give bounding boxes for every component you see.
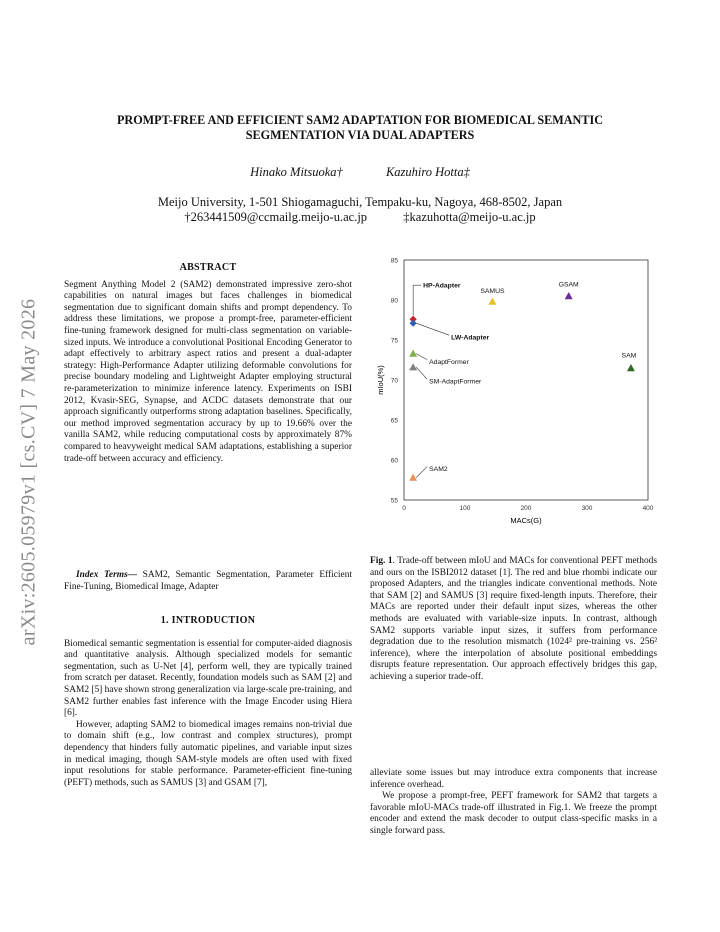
triangle-marker-sam2 [409,474,417,481]
point-label-gsam: GSAM [558,281,579,289]
x-tick-label: 0 [402,505,406,512]
triangle-marker-gsam [565,292,573,299]
affiliation: Meijo University, 1-501 Shiogamaguchi, Tempaku-ku, Nagoya, 468-8502, Japan [157,195,563,209]
leader-line [416,354,427,360]
abstract-heading: ABSTRACT [179,262,237,273]
y-tick-label: 85 [390,257,398,265]
caption-text: . Trade-off between mIoU and MACs for conventional PEFT methods and ours on the ISBI2012 dataset [1]. The red and blue rhombi indicate our proposed Adapters, and the triangles indicate conventional methods. Note that SAM [2] and SAMUS [3] require fixed-length inputs. Therefore, their MACs are reported under their default input sizes, whereas the other methods are evaluated with variable-size inputs. In contrast, although SAM2 supports variable input sizes, it suffers from performance degradation due to the resolution mismatch (1024² pre-training vs. 256² inference), where the interpolation of absolute positional embeddings disrupts feature representation. Our approach effectively bridges this gap, achieving a superior trade-off. [370,556,657,682]
leader-line [416,323,449,335]
caption-label: Fig. 1 [370,556,393,566]
leader-line [413,285,421,315]
triangle-marker-sam [627,364,635,371]
author-list [64,165,656,180]
y-tick-label: 65 [390,417,398,425]
scatter-plot [362,254,658,536]
author-name: Kazuhiro Hotta‡ [385,165,470,179]
x-tick-label: 300 [581,505,593,512]
author-email: †263441509@ccmailg.meijo-u.ac.jp [184,210,368,224]
right-column-text [370,768,657,838]
triangle-marker-adaptformer [409,350,417,357]
point-label-sm-adaptformer: SM-AdaptFormer [429,378,482,386]
point-label-lw-adapter: LW-Adapter [451,334,490,342]
leader-line [416,367,427,379]
index-terms-text: SAM2, Semantic Segmentation, Parameter Efficient Fine-Tuning, Biomedical Image, Adapter [64,570,352,592]
point-label-hp-adapter: HP-Adapter [423,282,461,290]
y-tick-label: 75 [390,337,398,345]
figure-1-caption [370,556,657,684]
point-label-sam2: SAM2 [429,466,448,474]
intro-paragraph: However, adapting SAM2 to biomedical images remains non-trivial due to domain shift (e.g., low contrast and complex structures), prompt dependency that hinders fully automatic pipelines, and variable input sizes in medical imaging, though SAM-style models are often used with fixed input resolutions for stable performance. Parameter-efficient fine-tuning (PEFT) methods, such as SAMUS [3] and GSAM [7], [64,719,352,788]
y-tick-label: 80 [390,297,398,305]
index-terms [64,570,352,593]
body-paragraph: We propose a prompt-free, PEFT framework for SAM2 that targets a favorable mIoU-MACs trade-off illustrated in Fig.1. We freeze the prompt encoder and extend the mask decoder to output class-specific masks in a single forward pass. [370,791,657,836]
intro-paragraph: Biomedical semantic segmentation is essential for computer-aided diagnosis and quantitative analysis. Although specialized models for semantic segmentation, such as U-Net [4], perform well, they are typically trained from scratch per dataset. Recently, foundation models such as SAM [2] and SAM2 [5] have shown strong generalization via large-scale pre-training, and SAM2 further enables fast inference with the Image Encoder using Hiera [6]. [64,638,352,719]
x-axis-label: MACs(G) [510,516,542,525]
y-tick-label: 55 [390,497,398,505]
arxiv-stamp: arXiv:2605.05979v1 [cs.CV] 7 May 2026 [17,298,40,646]
body-paragraph: alleviate some issues but may introduce extra components that increase inference overhead. [370,768,657,790]
triangle-marker-sm-adaptformer [409,363,417,370]
x-tick-label: 400 [642,505,654,512]
introduction-heading: 1. INTRODUCTION [160,615,256,626]
abstract-section [64,262,352,465]
point-label-samus: SAMUS [480,288,505,296]
y-axis-label: mIoU(%) [376,365,385,395]
y-tick-label: 70 [390,377,398,385]
author-name: Hinako Mitsuoka† [250,165,343,179]
x-tick-label: 200 [520,505,532,512]
author-email: ‡kazuhotta@meijo-u.ac.jp [403,210,536,224]
diamond-marker-lw-adapter [410,320,417,327]
abstract-text: Segment Anything Model 2 (SAM2) demonstrated impressive zero-shot capabilities on natural images but faces challenges in biomedical segmentation due to significant domain shifts and prompt dependency. To address these limitations, we propose a prompt-free, parameter-efficient fine-tuning framework designed for multi-class segmentation on variable-sized inputs. We introduce a convolutional Positional Encoding Generator to adapt effectively to arbitrary aspect ratios and present a dual-adapter strategy: High-Performance Adapter utilizing deformable convolutions for precise boundary modeling and Lightweight Adapter employing structural re-parameterization to minimize inference latency. Experiments on ISBI 2012, Kvasir-SEG, Synapse, and ACDC datasets demonstrate that our approach significantly outperforms strong adaptation baselines. Specifically, our method improved segmentation accuracy by up to 19.66% over the vanilla SAM2, while reducing computational costs by approximately 87% compared to heavyweight medical SAM adaptations, establishing a superior trade-off between accuracy and efficiency. [64,279,352,464]
triangle-marker-samus [488,298,496,305]
leader-line [416,467,427,478]
introduction-section [64,615,352,789]
point-label-sam: SAM [621,352,637,360]
point-label-adaptformer: AdaptFormer [429,359,469,367]
paper-title: PROMPT-FREE AND EFFICIENT SAM2 ADAPTATION FOR BIOMEDICAL SEMANTIC SEGMENTATION VIA DUAL ADAPTERS [116,113,604,142]
figure-1-chart [362,254,658,536]
index-terms-label: Index Terms— [76,570,138,580]
affiliation-block [64,195,656,225]
x-tick-label: 100 [459,505,471,512]
y-tick-label: 60 [390,457,398,465]
